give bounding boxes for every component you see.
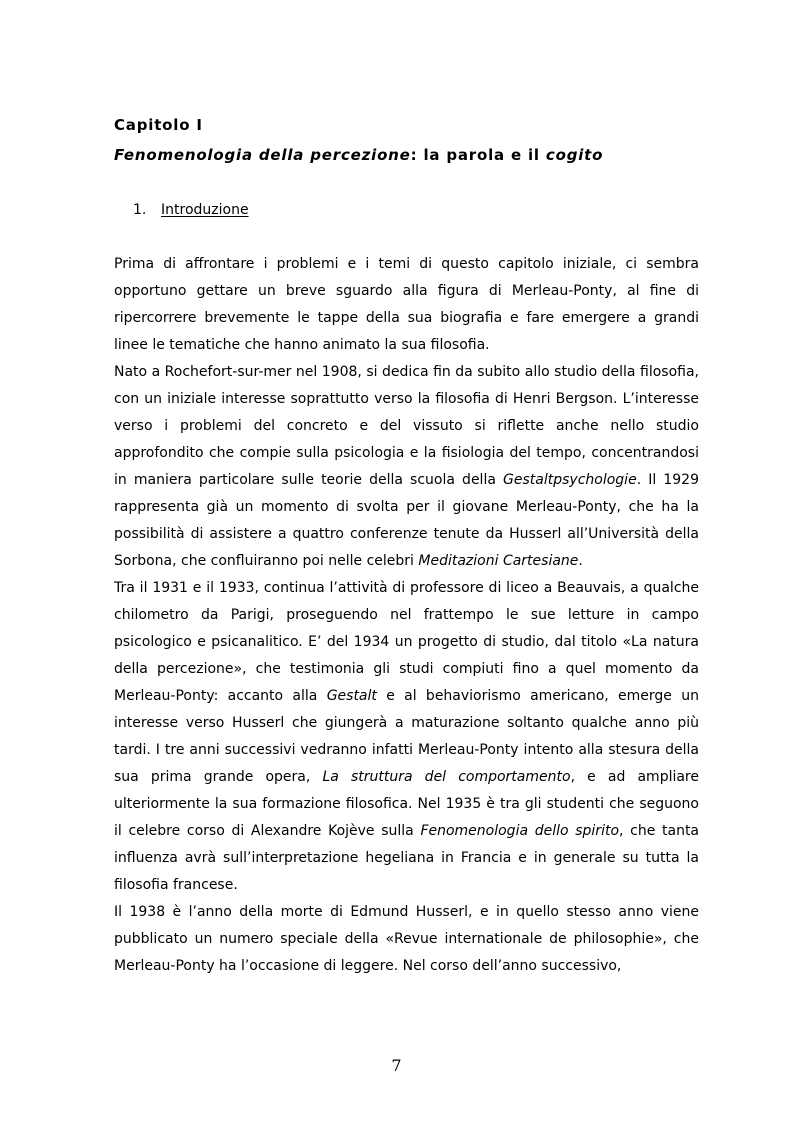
paragraph-3-italic-d: La struttura del comportamento <box>322 769 571 785</box>
paragraph-3-part-g: , che tanta influenza avrà sull’interpretazione hegeliana in Francia e in generale su tutta la filosofia francese. <box>114 823 700 893</box>
chapter-title-italic-2: cogito <box>545 146 604 164</box>
paragraph-2-part-c: . Il 1929 rappresenta già un momento di svolta per il giovane Merleau-Ponty, che ha la possibilità di assistere a quattro conferenze tenute da Husserl all’Università della Sorbona, che confluiranno poi nelle celebri <box>114 472 699 569</box>
page-number: 7 <box>391 1056 402 1075</box>
paragraph-2-part-e: . <box>578 553 583 569</box>
chapter-label: Capitolo I <box>114 116 203 134</box>
paragraph-2-part-a: Nato a Rochefort-sur-mer nel 1908, si dedica fin da subito allo studio della filosofia, con un iniziale interesse soprattutto verso la filosofia di Henri Bergson. L’interesse verso i problemi del concreto e del vissuto si riflette anche nello studio approfondito che compie sulla psicologia e la fisiologia del tempo, concentrandosi in maniera particolare sulle teorie della scuola della <box>114 364 699 488</box>
chapter-title <box>114 145 603 165</box>
paragraph-1: Prima di affrontare i problemi e i temi di questo capitolo iniziale, ci sembra opportuno gettare un breve sguardo alla figura di Merleau-Ponty, al fine di ripercorrere brevemente le tappe della sua biografia e fare emergere a grandi linee le tematiche che hanno animato la sua filosofia. <box>114 256 699 353</box>
paragraph-2-italic-d: Meditazioni Cartesiane <box>418 553 579 569</box>
paragraph-4: Il 1938 è l’anno della morte di Edmund Husserl, e in quello stesso anno viene pubblicato un numero speciale della «Revue internationale de philosophie», che Merleau-Ponty ha l’occasione di leggere. Nel corso dell’anno successivo, <box>114 904 699 974</box>
paragraph-3-part-a: Tra il 1931 e il 1933, continua l’attività di professore di liceo a Beauvais, a qualche chilometro da Parigi, proseguendo nel frattempo le sue letture in campo psicologico e psicanalitico. E’ del 1934 un progetto di studio, dal titolo «La natura della percezione», che testimonia gli studi compiuti fino a quel momento da Merleau-Ponty: accanto alla <box>114 580 699 704</box>
paragraph-3-part-c: e al behaviorismo americano, emerge un interesse verso Husserl che giungerà a maturazione soltanto qualche anno più tardi. I tre anni successivi vedranno infatti Merleau-Ponty intento alla stesura della sua prima grande opera, <box>114 688 699 785</box>
paragraph-2-italic-b: Gestaltpsychologie <box>503 472 637 488</box>
paragraph-2 <box>114 359 699 575</box>
section-title: Introduzione <box>161 202 249 218</box>
chapter-title-mid: : la parola e il <box>410 146 546 164</box>
section-number: 1. <box>133 202 147 218</box>
paragraph-3 <box>114 575 699 899</box>
paragraph-3-part-e: , e ad ampliare ulteriormente la sua formazione filosofica. Nel 1935 è tra gli studenti che seguono il celebre corso di Alexandre Kojève sulla <box>114 769 699 839</box>
chapter-title-italic-1: Fenomenologia della percezione <box>114 146 411 164</box>
body-text <box>114 251 699 980</box>
paragraph-3-italic-b: Gestalt <box>326 688 377 704</box>
paragraph-3-italic-f: Fenomenologia dello spirito <box>420 823 620 839</box>
section-heading <box>133 200 249 220</box>
